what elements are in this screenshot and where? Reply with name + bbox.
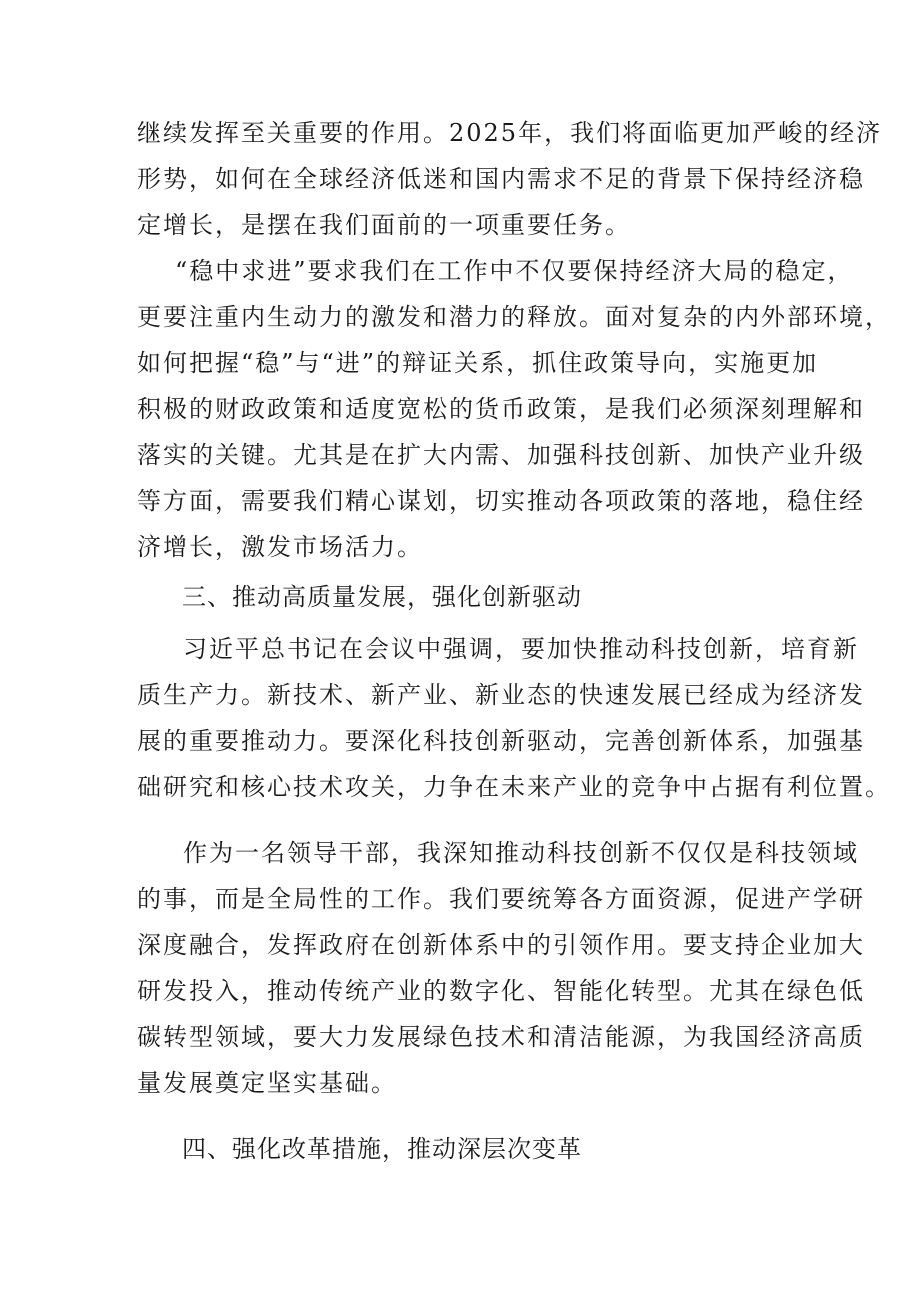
paragraph-2-line-5: 落实的关键。尤其是在扩大内需、加强科技创新、加快产业升级 <box>137 441 865 469</box>
paragraph-4-line-1: 作为一名领导干部，我深知推动科技创新不仅仅是科技领域 <box>183 839 859 867</box>
paragraph-1-line-3: 定增长，是摆在我们面前的一项重要任务。 <box>137 211 631 239</box>
paragraph-1-line-2: 形势，如何在全球经济低迷和国内需求不足的背景下保持经济稳 <box>137 165 865 193</box>
section-heading-3: 三、推动高质量发展，强化创新驱动 <box>182 583 582 611</box>
paragraph-4-line-6: 量发展奠定坚实基础。 <box>137 1069 397 1097</box>
paragraph-2-line-6: 等方面，需要我们精心谋划，切实推动各项政策的落地，稳住经 <box>137 487 865 515</box>
paragraph-3-line-4: 础研究和核心技术攻关，力争在未来产业的竞争中占据有利位置。 <box>137 773 891 801</box>
section-heading-4: 四、强化改革措施，推动深层次变革 <box>182 1135 582 1163</box>
paragraph-3-line-3: 展的重要推动力。要深化科技创新驱动，完善创新体系，加强基 <box>137 727 865 755</box>
paragraph-2-line-3: 如何把握“稳”与“进”的辩证关系，抓住政策导向，实施更加 <box>137 349 819 377</box>
paragraph-4-line-5: 碳转型领域，要大力发展绿色技术和清洁能源，为我国经济高质 <box>137 1023 865 1051</box>
paragraph-2-line-2: 更要注重内生动力的激发和潜力的释放。面对复杂的内外部环境， <box>137 303 891 331</box>
paragraph-2-line-4: 积极的财政政策和适度宽松的货币政策，是我们必须深刻理解和 <box>137 395 865 423</box>
paragraph-1-line-1: 继续发挥至关重要的作用。2025年，我们将面临更加严峻的经济 <box>137 119 883 147</box>
paragraph-3-line-1: 习近平总书记在会议中强调，要加快推动科技创新，培育新 <box>183 635 859 663</box>
paragraph-2-line-1: “稳中求进”要求我们在工作中不仅要保持经济大局的稳定， <box>175 257 854 285</box>
paragraph-2-line-7: 济增长，激发市场活力。 <box>137 533 423 561</box>
paragraph-4-line-2: 的事，而是全局性的工作。我们要统筹各方面资源，促进产学研 <box>137 885 865 913</box>
paragraph-4-line-3: 深度融合，发挥政府在创新体系中的引领作用。要支持企业加大 <box>137 931 865 959</box>
paragraph-4-line-4: 研发投入，推动传统产业的数字化、智能化转型。尤其在绿色低 <box>137 977 865 1005</box>
paragraph-3-line-2: 质生产力。新技术、新产业、新业态的快速发展已经成为经济发 <box>137 681 865 709</box>
